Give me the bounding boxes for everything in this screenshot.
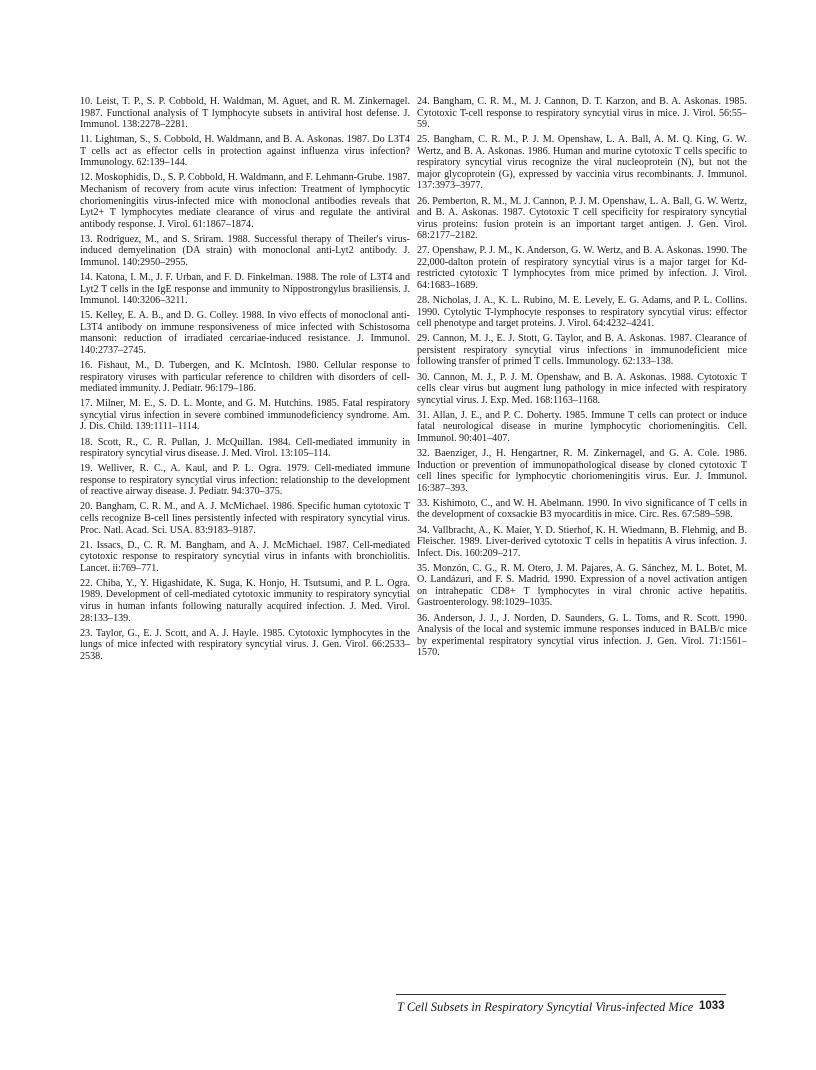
- reference-10: 10. Leist, T. P., S. P. Cobbold, H. Waldman, M. Aguet, and R. M. Zinkernagel. 1987. Functional analysis of T lymphocyte subsets in antiviral host defense. J. Immunol. 138:2278–2281.: [80, 96, 410, 131]
- reference-32: 32. Baenziger, J., H. Hengartner, R. M. Zinkernagel, and G. A. Cole. 1986. Induction or prevention of immunopathological disease by cloned cytotoxic T cell lines specific for lymphocytic choriomeningitis virus. Eur. J. Immunol. 16:387–393.: [417, 448, 747, 494]
- reference-18: 18. Scott, R., C. R. Pullan, J. McQuillan. 1984. Cell-mediated immunity in respiratory syncytial virus disease. J. Med. Virol. 13:105–114.: [80, 436, 410, 460]
- reference-36: 36. Anderson, J. J., J. Norden, D. Saunders, G. L. Toms, and R. Scott. 1990. Analysis of the local and systemic immune responses induced in BALB/c mice by experimental respiratory syncytial virus infection. J. Gen. Virol. 71:1561–1570.: [417, 612, 747, 659]
- page-number: 1033: [699, 1000, 725, 1012]
- reference-33: 33. Kishimoto, C., and W. H. Abelmann. 1990. In vivo significance of T cells in the development of coxsackie B3 myocarditis in mice. Circ. Res. 67:589–598.: [417, 497, 747, 521]
- reference-23: 23. Taylor, G., E. J. Scott, and A. J. Hayle. 1985. Cytotoxic lymphocytes in the lungs of mice infected with respiratory syncytial virus. J. Gen. Virol. 66:2533–2538.: [80, 627, 410, 662]
- reference-24: 24. Bangham, C. R. M., M. J. Cannon, D. T. Karzon, and B. A. Askonas. 1985. Cytotoxic T-cell response to respiratory syncytial virus in mice. J. Virol. 56:55–59.: [417, 96, 747, 131]
- reference-28: 28. Nicholas, J. A., K. L. Rubino, M. E. Levely, E. G. Adams, and P. L. Collins. 1990. Cytolytic T-lymphocyte responses to respiratory syncytial virus: effector cell phenotype and target proteins. J. Virol. 64:4232–4241.: [417, 295, 747, 330]
- reference-11: 11. Lightman, S., S. Cobbold, H. Waldmann, and B. A. Askonas. 1987. Do L3T4 T cells act as effector cells in protection against influenza virus infection? Immunology. 62:139–144.: [80, 134, 410, 169]
- running-title: T Cell Subsets in Respiratory Syncytial Virus-infected Mice: [397, 1000, 694, 1014]
- reference-13: 13. Rodriguez, M., and S. Sriram. 1988. Successful therapy of Theiler's virus-induced demyelination (DA strain) with monoclonal anti-Lyt2 antibody. J. Immunol. 140:2950–2955.: [80, 233, 410, 268]
- reference-20: 20. Bangham, C. R. M., and A. J. McMichael. 1986. Specific human cytotoxic T cells recognize B-cell lines persistently infected with respiratory syncytial virus. Proc. Natl. Acad. Sci. USA. 83:9183–9187.: [80, 501, 410, 536]
- reference-14: 14. Katona, I. M., J. F. Urban, and F. D. Finkelman. 1988. The role of L3T4 and Lyt2 T cells in the IgE response and immunity to Nippostrongylus brasiliensis. J. Immunol. 140:3206–3211.: [80, 272, 410, 307]
- reference-35: 35. Monzón, C. G., R. M. Otero, J. M. Pajares, A. G. Sánchez, M. L. Botet, M. O. Landázuri, and F. S. Madrid. 1990. Expression of a novel activation antigen on intrahepatic CD8+ T lymphocytes in viral chronic active hepatitis. Gastroenterology. 98:1029–1035.: [417, 562, 747, 609]
- reference-34: 34. Vallbracht, A., K. Maier, Y. D. Stierhof, K. H. Wiedmann, B. Flehmig, and B. Fleischer. 1989. Liver-derived cytotoxic T cells in hepatitis A virus infection. J. Infect. Dis. 160:209–217.: [417, 524, 747, 559]
- reference-25: 25. Bangham, C. R. M., P. J. M. Openshaw, L. A. Ball, A. M. Q. King, G. W. Wertz, and B. A. Askonas. 1986. Human and murine cytotoxic T cells specific to respiratory syncytial virus recognize the viral nucleoprotein (N), but not the major glycoprotein (G), expressed by vaccinia virus recombinants. J. Immunol. 137:3973–3977.: [417, 134, 747, 192]
- reference-16: 16. Fishaut, M., D. Tubergen, and K. McIntosh. 1980. Cellular response to respiratory viruses with particular reference to children with disorders of cell-mediated immunity. J. Pediatr. 96:179–186.: [80, 360, 410, 395]
- reference-27: 27. Openshaw, P. J. M., K. Anderson, G. W. Wertz, and B. A. Askonas. 1990. The 22,000-dalton protein of respiratory syncytial virus is a major target for Kd-restricted cytotoxic T lymphocytes from mice primed by infection. J. Virol. 64:1683–1689.: [417, 245, 747, 291]
- reference-list-right: [417, 96, 747, 662]
- reference-19: 19. Welliver, R. C., A. Kaul, and P. L. Ogra. 1979. Cell-mediated immune response to respiratory syncytial virus infection: relationship to the development of reactive airway disease. J. Pediatr. 94:370–375.: [80, 463, 410, 498]
- reference-31: 31. Allan, J. E., and P. C. Doherty. 1985. Immune T cells can protect or induce fatal neurological disease in murine lymphocytic choriomeningitis. Cell. Immunol. 90:401–407.: [417, 409, 747, 444]
- reference-22: 22. Chiba, Y., Y. Higashidate, K. Suga, K. Honjo, H. Tsutsumi, and P. L. Ogra. 1989. Development of cell-mediated cytotoxic immunity to respiratory syncytial virus in human infants following naturally acquired infection. J. Med. Virol. 28:133–139.: [80, 577, 410, 624]
- reference-15: 15. Kelley, E. A. B., and D. G. Colley. 1988. In vivo effects of monoclonal anti-L3T4 antibody on immune responsiveness of mice infected with Schistosoma mansoni: reduction of irradiated cercariae-induced resistance. J. Immunol. 140:2737–2745.: [80, 310, 410, 356]
- reference-26: 26. Pemberton, R. M., M. J. Cannon, P. J. M. Openshaw, L. A. Ball, G. W. Wertz, and B. A. Askonas. 1987. Cytotoxic T cell specificity for respiratory syncytial virus proteins: fusion protein is an important target antigen. J. Gen. Virol. 68:2177–2182.: [417, 195, 747, 242]
- reference-17: 17. Milner, M. E., S. D. L. Monte, and G. M. Hutchins. 1985. Fatal respiratory syncytial virus infection in severe combined immunodeficiency syndrome. Am. J. Dis. Child. 139:1111–1114.: [80, 398, 410, 433]
- reference-29: 29. Cannon, M. J., E. J. Stott, G. Taylor, and B. A. Askonas. 1987. Clearance of persistent respiratory syncytial virus infections in immunodeficient mice following transfer of primed T cells. Immunology. 62:133–138.: [417, 333, 747, 368]
- footer-divider: [396, 994, 726, 995]
- reference-list-left: [80, 96, 410, 666]
- reference-21: 21. Issacs, D., C. R. M. Bangham, and A. J. McMichael. 1987. Cell-mediated cytotoxic response to respiratory syncytial virus in infants with bronchiolitis. Lancet. ii:769–771.: [80, 539, 410, 574]
- reference-30: 30. Cannon, M. J., P. J. M. Openshaw, and B. A. Askonas. 1988. Cytotoxic T cells clear virus but augment lung pathology in mice infected with respiratory syncytial virus. J. Exp. Med. 168:1163–1168.: [417, 371, 747, 406]
- reference-12: 12. Moskophidis, D., S. P. Cobbold, H. Waldmann, and F. Lehmann-Grube. 1987. Mechanism of recovery from acute virus infection: Treatment of lymphocytic choriomeningitis virus-infected mice with monoclonal antibodies reveals that Lyt2+ T lymphocytes mediate clearance of virus and regulate the antiviral antibody response. J. Virol. 61:1867–1874.: [80, 172, 410, 230]
